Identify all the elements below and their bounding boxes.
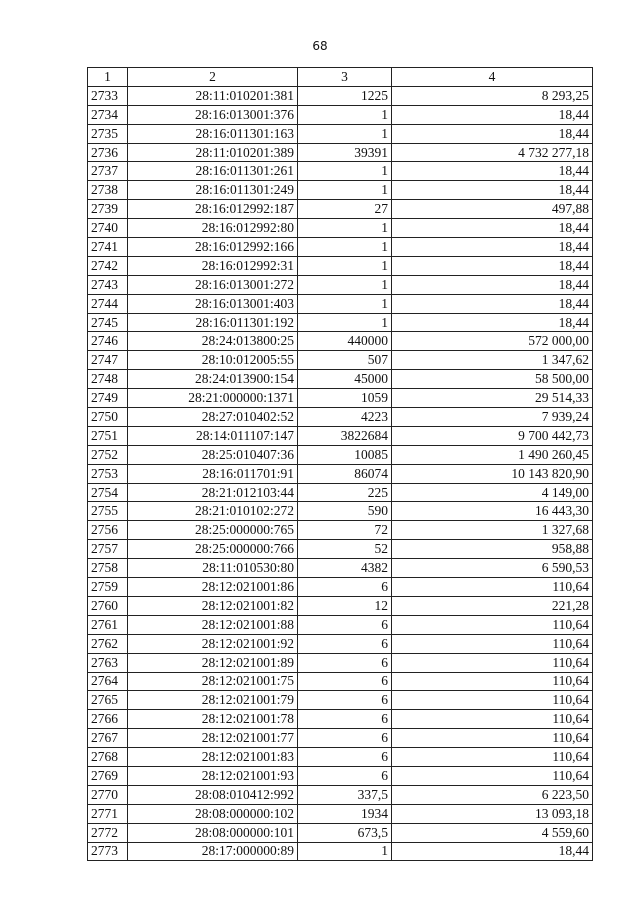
cadastral-number-cell: 28:16:011301:192 [128,313,298,332]
area-cell: 86074 [298,464,392,483]
table-row [88,540,593,559]
cadastral-number-cell: 28:12:021001:79 [128,691,298,710]
table-row [88,578,593,597]
row-number-cell: 2736 [88,143,128,162]
row-number-cell: 2747 [88,351,128,370]
value-cell: 10 143 820,90 [392,464,593,483]
area-cell: 1 [298,842,392,861]
row-number-cell: 2745 [88,313,128,332]
value-cell: 18,44 [392,275,593,294]
row-number-cell: 2752 [88,445,128,464]
area-cell: 6 [298,766,392,785]
row-number-cell: 2750 [88,408,128,427]
area-cell: 72 [298,521,392,540]
row-number-cell: 2744 [88,294,128,313]
area-cell: 1059 [298,389,392,408]
value-cell: 13 093,18 [392,804,593,823]
cadastral-number-cell: 28:16:013001:403 [128,294,298,313]
value-cell: 110,64 [392,729,593,748]
area-cell: 1225 [298,86,392,105]
cadastral-number-cell: 28:17:000000:89 [128,842,298,861]
cadastral-number-cell: 28:25:000000:765 [128,521,298,540]
value-cell: 221,28 [392,596,593,615]
area-cell: 6 [298,634,392,653]
area-cell: 6 [298,729,392,748]
row-number-cell: 2767 [88,729,128,748]
area-cell: 1 [298,275,392,294]
area-cell: 1 [298,181,392,200]
cadastral-number-cell: 28:16:012992:187 [128,200,298,219]
cadastral-number-cell: 28:27:010402:52 [128,408,298,427]
cadastral-number-cell: 28:16:013001:376 [128,105,298,124]
value-cell: 7 939,24 [392,408,593,427]
value-cell: 572 000,00 [392,332,593,351]
cadastral-number-cell: 28:25:000000:766 [128,540,298,559]
area-cell: 52 [298,540,392,559]
area-cell: 6 [298,578,392,597]
value-cell: 9 700 442,73 [392,426,593,445]
table-row [88,691,593,710]
page-number: 68 [312,39,328,53]
cadastral-number-cell: 28:16:011701:91 [128,464,298,483]
cadastral-number-cell: 28:10:012005:55 [128,351,298,370]
area-cell: 440000 [298,332,392,351]
row-number-cell: 2759 [88,578,128,597]
value-cell: 18,44 [392,181,593,200]
row-number-cell: 2746 [88,332,128,351]
area-cell: 27 [298,200,392,219]
area-cell: 1 [298,294,392,313]
area-cell: 1 [298,238,392,257]
value-cell: 58 500,00 [392,370,593,389]
cadastral-number-cell: 28:12:021001:89 [128,653,298,672]
row-number-cell: 2740 [88,219,128,238]
table-row [88,615,593,634]
cadastral-number-cell: 28:11:010201:381 [128,86,298,105]
row-number-cell: 2739 [88,200,128,219]
area-cell: 6 [298,691,392,710]
table-row [88,766,593,785]
area-cell: 4382 [298,559,392,578]
value-cell: 110,64 [392,710,593,729]
cadastral-number-cell: 28:12:021001:77 [128,729,298,748]
table-row [88,710,593,729]
value-cell: 110,64 [392,634,593,653]
cadastral-number-cell: 28:12:021001:86 [128,578,298,597]
table-row [88,86,593,105]
table-row [88,370,593,389]
row-number-cell: 2771 [88,804,128,823]
table-row [88,181,593,200]
table-row [88,804,593,823]
value-cell: 18,44 [392,294,593,313]
value-cell: 8 293,25 [392,86,593,105]
cadastral-number-cell: 28:21:010102:272 [128,502,298,521]
row-number-cell: 2768 [88,748,128,767]
cadastral-number-cell: 28:16:011301:261 [128,162,298,181]
value-cell: 110,64 [392,691,593,710]
table-row [88,200,593,219]
cadastral-number-cell: 28:16:011301:249 [128,181,298,200]
cadastral-number-cell: 28:16:012992:166 [128,238,298,257]
row-number-cell: 2762 [88,634,128,653]
cadastral-number-cell: 28:16:012992:31 [128,256,298,275]
area-cell: 1 [298,219,392,238]
table-row [88,408,593,427]
table-row [88,124,593,143]
area-cell: 39391 [298,143,392,162]
value-cell: 1 347,62 [392,351,593,370]
table-row [88,294,593,313]
row-number-cell: 2751 [88,426,128,445]
data-table [87,67,593,861]
table-row [88,426,593,445]
area-cell: 1934 [298,804,392,823]
value-cell: 110,64 [392,578,593,597]
row-number-cell: 2758 [88,559,128,578]
area-cell: 6 [298,615,392,634]
cadastral-number-cell: 28:16:011301:163 [128,124,298,143]
table-row [88,275,593,294]
area-cell: 1 [298,313,392,332]
value-cell: 18,44 [392,313,593,332]
cadastral-number-cell: 28:08:000000:101 [128,823,298,842]
cadastral-number-cell: 28:12:021001:92 [128,634,298,653]
column-header-1: 1 [88,68,128,87]
table-row [88,748,593,767]
row-number-cell: 2760 [88,596,128,615]
area-cell: 225 [298,483,392,502]
table-row [88,143,593,162]
area-cell: 1 [298,256,392,275]
area-cell: 507 [298,351,392,370]
table-row [88,351,593,370]
table-row [88,332,593,351]
row-number-cell: 2763 [88,653,128,672]
value-cell: 16 443,30 [392,502,593,521]
value-cell: 110,64 [392,615,593,634]
table-row [88,596,593,615]
cadastral-number-cell: 28:12:021001:78 [128,710,298,729]
row-number-cell: 2757 [88,540,128,559]
value-cell: 18,44 [392,842,593,861]
row-number-cell: 2754 [88,483,128,502]
table-row [88,162,593,181]
area-cell: 673,5 [298,823,392,842]
area-cell: 6 [298,653,392,672]
row-number-cell: 2773 [88,842,128,861]
cadastral-number-cell: 28:16:013001:272 [128,275,298,294]
row-number-cell: 2748 [88,370,128,389]
column-header-2: 2 [128,68,298,87]
value-cell: 110,64 [392,672,593,691]
area-cell: 1 [298,105,392,124]
area-cell: 1 [298,124,392,143]
area-cell: 1 [298,162,392,181]
cadastral-number-cell: 28:11:010201:389 [128,143,298,162]
cadastral-number-cell: 28:14:011107:147 [128,426,298,445]
area-cell: 12 [298,596,392,615]
value-cell: 110,64 [392,748,593,767]
value-cell: 29 514,33 [392,389,593,408]
value-cell: 6 223,50 [392,785,593,804]
cadastral-number-cell: 28:24:013800:25 [128,332,298,351]
value-cell: 4 732 277,18 [392,143,593,162]
row-number-cell: 2733 [88,86,128,105]
value-cell: 18,44 [392,238,593,257]
area-cell: 4223 [298,408,392,427]
row-number-cell: 2749 [88,389,128,408]
cadastral-number-cell: 28:08:010412:992 [128,785,298,804]
row-number-cell: 2766 [88,710,128,729]
row-number-cell: 2770 [88,785,128,804]
table-header-row [88,68,593,87]
table-row [88,521,593,540]
row-number-cell: 2738 [88,181,128,200]
value-cell: 6 590,53 [392,559,593,578]
table-row [88,785,593,804]
cadastral-number-cell: 28:11:010530:80 [128,559,298,578]
area-cell: 6 [298,672,392,691]
row-number-cell: 2737 [88,162,128,181]
row-number-cell: 2769 [88,766,128,785]
column-header-4: 4 [392,68,593,87]
table-row [88,842,593,861]
cadastral-number-cell: 28:21:000000:1371 [128,389,298,408]
table-row [88,729,593,748]
table-row [88,219,593,238]
row-number-cell: 2756 [88,521,128,540]
row-number-cell: 2742 [88,256,128,275]
table-row [88,823,593,842]
value-cell: 110,64 [392,653,593,672]
row-number-cell: 2764 [88,672,128,691]
value-cell: 4 149,00 [392,483,593,502]
value-cell: 4 559,60 [392,823,593,842]
row-number-cell: 2755 [88,502,128,521]
value-cell: 18,44 [392,124,593,143]
value-cell: 958,88 [392,540,593,559]
table-row [88,502,593,521]
row-number-cell: 2761 [88,615,128,634]
value-cell: 18,44 [392,162,593,181]
table-row [88,653,593,672]
area-cell: 10085 [298,445,392,464]
area-cell: 45000 [298,370,392,389]
row-number-cell: 2743 [88,275,128,294]
cadastral-number-cell: 28:12:021001:83 [128,748,298,767]
cadastral-number-cell: 28:12:021001:88 [128,615,298,634]
table-row [88,672,593,691]
table-row [88,105,593,124]
cadastral-number-cell: 28:12:021001:75 [128,672,298,691]
area-cell: 3822684 [298,426,392,445]
table-body [88,86,593,861]
value-cell: 1 327,68 [392,521,593,540]
cadastral-number-cell: 28:12:021001:93 [128,766,298,785]
cadastral-number-cell: 28:08:000000:102 [128,804,298,823]
area-cell: 590 [298,502,392,521]
table-row [88,464,593,483]
table-row [88,634,593,653]
area-cell: 337,5 [298,785,392,804]
row-number-cell: 2735 [88,124,128,143]
row-number-cell: 2753 [88,464,128,483]
row-number-cell: 2772 [88,823,128,842]
row-number-cell: 2765 [88,691,128,710]
value-cell: 1 490 260,45 [392,445,593,464]
table-row [88,389,593,408]
value-cell: 497,88 [392,200,593,219]
value-cell: 18,44 [392,256,593,275]
cadastral-number-cell: 28:24:013900:154 [128,370,298,389]
area-cell: 6 [298,710,392,729]
cadastral-number-cell: 28:25:010407:36 [128,445,298,464]
area-cell: 6 [298,748,392,767]
row-number-cell: 2741 [88,238,128,257]
cadastral-number-cell: 28:16:012992:80 [128,219,298,238]
value-cell: 18,44 [392,105,593,124]
table-row [88,483,593,502]
table-row [88,256,593,275]
table-row [88,238,593,257]
row-number-cell: 2734 [88,105,128,124]
table-row [88,313,593,332]
cadastral-number-cell: 28:21:012103:44 [128,483,298,502]
cadastral-number-cell: 28:12:021001:82 [128,596,298,615]
column-header-3: 3 [298,68,392,87]
value-cell: 110,64 [392,766,593,785]
table-row [88,445,593,464]
table-row [88,559,593,578]
value-cell: 18,44 [392,219,593,238]
